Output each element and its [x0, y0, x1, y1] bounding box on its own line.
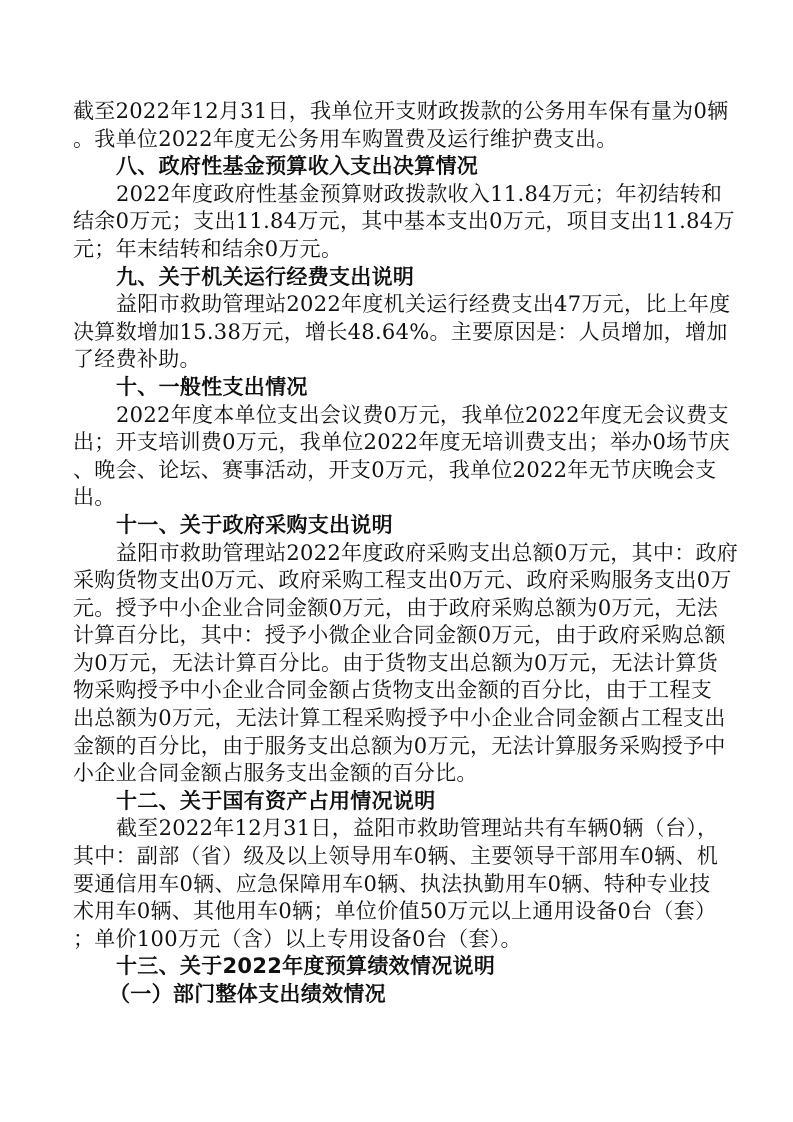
paragraph-line: 其中：副部（省）级及以上领导用车0辆、主要领导干部用车0辆、机 [73, 844, 719, 869]
section-heading: 八、政府性基金预算收入支出决算情况 [116, 154, 479, 179]
paragraph-line: 了经费补助。 [73, 347, 201, 372]
paragraph-line: 出总额为0万元，无法计算工程采购授予中小企业合同金额占工程支出 [73, 706, 726, 731]
paragraph-line: 2022年度本单位支出会议费0万元，我单位2022年度无会议费支 [116, 402, 729, 427]
section-heading: 九、关于机关运行经费支出说明 [116, 264, 415, 289]
section-heading: 十二、关于国有资产占用情况说明 [116, 788, 436, 813]
paragraph-line: 结余0万元；支出11.84万元，其中基本支出0万元，项目支出11.84万 [73, 209, 735, 234]
paragraph-line: 计算百分比，其中：授予小微企业合同金额0万元，由于政府采购总额 [73, 623, 726, 648]
paragraph-line: 截至2022年12月31日，我单位开支财政拨款的公务用车保有量为0辆 [73, 99, 729, 123]
paragraph-line: 为0万元，无法计算百分比。由于货物支出总额为0万元，无法计算货 [73, 650, 719, 675]
paragraph-line: 术用车0辆、其他用车0辆；单位价值50万元以上通用设备0台（套） [73, 899, 717, 924]
paragraph-line: 。我单位2022年度无公务用车购置费及运行维护费支出。 [73, 126, 618, 151]
paragraph-line: 元。授予中小企业合同金额0万元，由于政府采购总额为0万元，无法 [73, 595, 719, 620]
paragraph-line: 金额的百分比，由于服务支出总额为0万元，无法计算服务采购授予中 [73, 733, 726, 758]
paragraph-line: 要通信用车0辆、应急保障用车0辆、执法执勤用车0辆、特种专业技 [73, 871, 711, 896]
paragraph-line: 出；开支培训费0万元，我单位2022年度无培训费支出；举办0场节庆 [73, 430, 731, 455]
paragraph-line: 2022年度政府性基金预算财政拨款收入11.84万元；年初结转和 [116, 181, 723, 206]
section-heading: 十三、关于2022年度预算绩效情况说明 [116, 954, 496, 979]
section-heading: 十一、关于政府采购支出说明 [116, 512, 393, 537]
paragraph-line: ；单价100万元（含）以上专用设备0台（套）。 [73, 926, 522, 951]
paragraph-line: 益阳市救助管理站2022年度机关运行经费支出47万元，比上年度 [116, 292, 731, 317]
subsection-heading: （一）部门整体支出绩效情况 [109, 982, 386, 1006]
paragraph-line: 采购货物支出0万元、政府采购工程支出0万元、政府采购服务支出0万 [73, 568, 732, 593]
paragraph-line: 决算数增加15.38万元，增长48.64%。主要原因是：人员增加，增加 [73, 319, 728, 344]
paragraph-line: 、晚会、论坛、赛事活动，开支0万元，我单位2022年无节庆晚会支 [73, 457, 717, 482]
section-heading: 十、一般性支出情况 [116, 374, 308, 399]
paragraph-line: 元；年末结转和结余0万元。 [73, 236, 343, 261]
paragraph-line: 出。 [73, 485, 116, 510]
paragraph-line: 截至2022年12月31日，益阳市救助管理站共有车辆0辆（台）， [116, 816, 719, 841]
paragraph-line: 物采购授予中小企业合同金额占货物支出金额的百分比，由于工程支 [73, 678, 712, 703]
paragraph-line: 小企业合同金额占服务支出金额的百分比。 [73, 761, 478, 786]
document-page [73, 98, 739, 1009]
paragraph-line: 益阳市救助管理站2022年度政府采购支出总额0万元，其中：政府 [116, 540, 739, 565]
